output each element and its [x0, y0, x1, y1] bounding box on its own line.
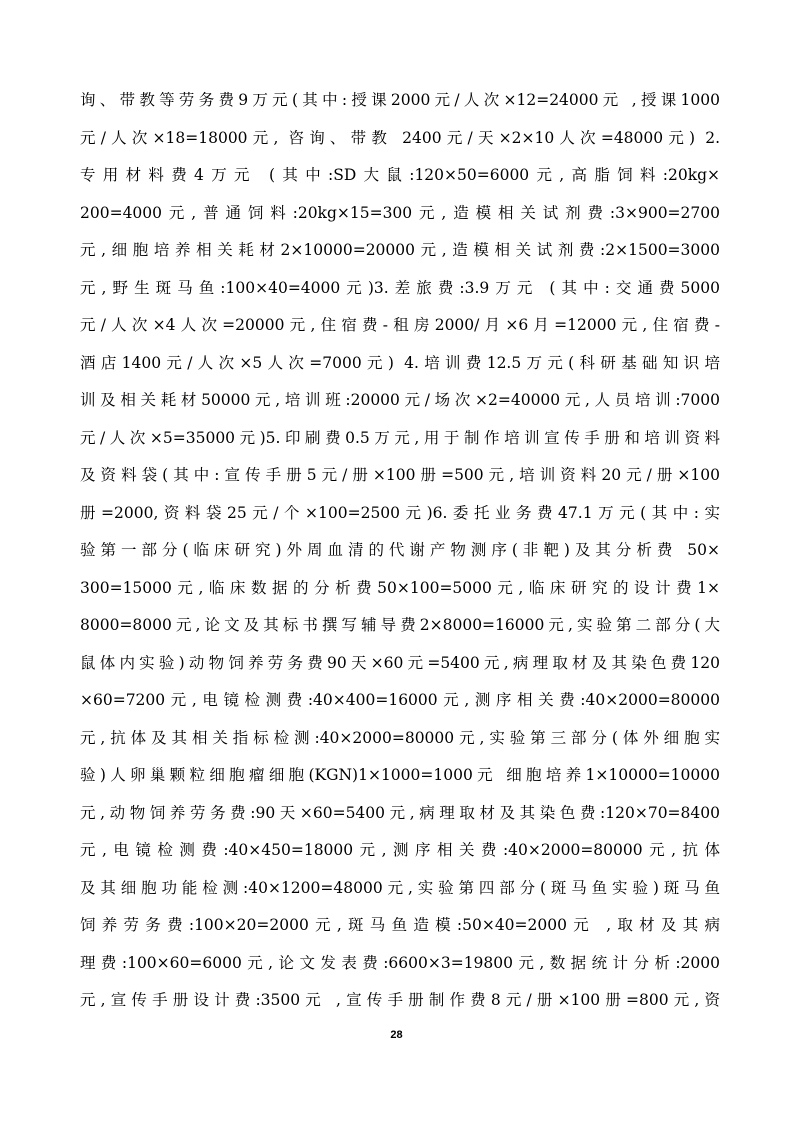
text-line: 及其细胞功能检测:40×1200=48000元,实验第四部分(斑马鱼实验)斑马鱼: [80, 878, 720, 897]
text-line: ×60=7200元,电镜检测费:40×400=16000元,测序相关费:40×2000=80000: [80, 691, 720, 709]
page-number: 28: [390, 1029, 403, 1041]
text-line: 元,电镜检测费:40×450=18000元,测序相关费:40×2000=80000元,抗体: [80, 841, 720, 859]
text-line: 300=15000元,临床数据的分析费50×100=5000元,临床研究的设计费1×: [80, 578, 720, 597]
text-line: 验第一部分(临床研究)外周血清的代谢产物测序(非靶)及其分析费 50×: [80, 541, 720, 559]
budget-text-block: [80, 82, 720, 1020]
text-line: 酒店1400元/人次×5人次=7000元) 4.培训费12.5万元(科研基础知识培: [80, 353, 720, 372]
text-line: 验)人卵巢颗粒细胞瘤细胞(KGN)1×1000=1000元 细胞培养1×10000=10000: [80, 766, 720, 784]
text-line: 询、带教等劳务费9万元(其中:授课2000元/人次×12=24000元 ,授课1000: [80, 91, 720, 109]
text-line: 元,动物饲养劳务费:90天×60=5400元,病理取材及其染色费:120×70=8400: [80, 803, 720, 822]
text-line: 200=4000元,普通饲料:20kg×15=300元,造模相关试剂费:3×900=2700: [80, 203, 720, 222]
text-line: 元,抗体及其相关指标检测:40×2000=80000元,实验第三部分(体外细胞实: [80, 728, 720, 747]
text-line: 元/人次×4人次=20000元,住宿费-租房2000/月×6月=12000元,住宿费-: [80, 316, 720, 334]
text-line: 专用材料费4万元 (其中:SD大鼠:120×50=6000元,高脂饲料:20kg×: [80, 166, 720, 184]
text-line: 元,细胞培养相关耗材2×10000=20000元,造模相关试剂费:2×1500=3000: [80, 241, 720, 259]
text-line: 元,野生斑马鱼:100×40=4000元)3.差旅费:3.9万元 (其中:交通费5000: [80, 278, 720, 297]
text-line: 及资料袋(其中:宣传手册5元/册×100册=500元,培训资料20元/册×100: [80, 466, 720, 484]
text-line: 册=2000,资料袋25元/个×100=2500元)6.委托业务费47.1万元(其中:实: [80, 503, 720, 522]
text-line: 饲养劳务费:100×20=2000元,斑马鱼造模:50×40=2000元 ,取材及其病: [80, 916, 720, 934]
text-line: 元/人次×5=35000元)5.印刷费0.5万元,用于制作培训宣传手册和培训资料: [80, 428, 720, 447]
text-line: 元,宣传手册设计费:3500元 ,宣传手册制作费8元/册×100册=800元,资: [80, 991, 720, 1009]
text-line: 鼠体内实验)动物饲养劳务费90天×60元=5400元,病理取材及其染色费120: [80, 653, 720, 672]
text-line: 8000=8000元,论文及其标书撰写辅导费2×8000=16000元,实验第二部分(大: [80, 616, 720, 634]
text-line: 理费:100×60=6000元,论文发表费:6600×3=19800元,数据统计分析:2000: [80, 953, 720, 972]
text-line: 训及相关耗材50000元,培训班:20000元/场次×2=40000元,人员培训:7000: [80, 391, 720, 409]
text-line: 元/人次×18=18000元, 咨询、带教 2400元/天×2×10人次=48000元) 2.: [80, 128, 720, 147]
